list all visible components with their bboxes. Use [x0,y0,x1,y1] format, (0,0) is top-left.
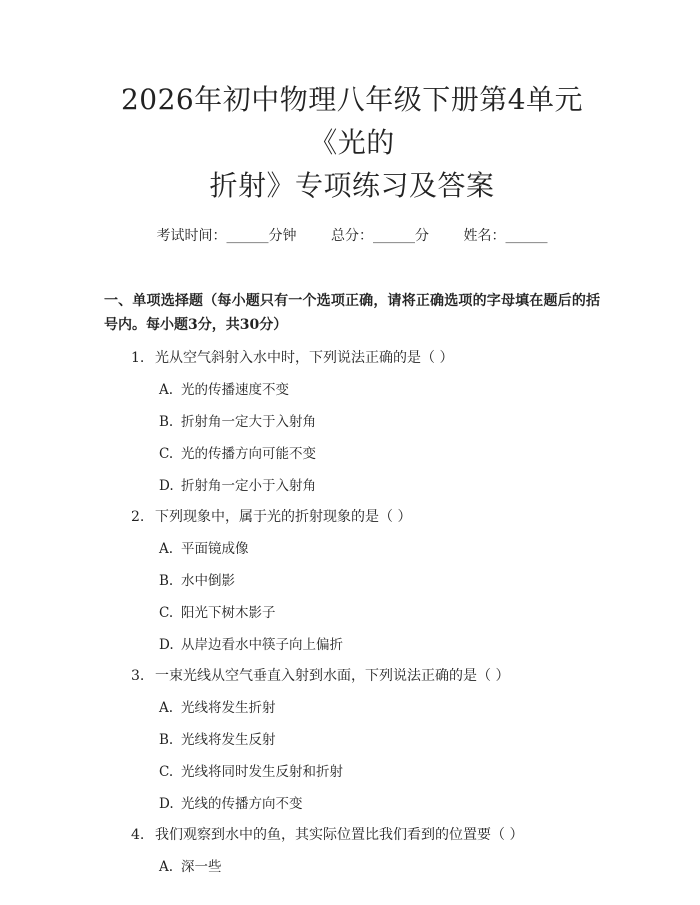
option-item [159,444,600,464]
option-text: 光的传播速度不变 [181,382,289,398]
question-number: 1. [131,350,145,366]
option-letter: A. [159,382,174,398]
option-item [159,539,600,559]
option-letter: A. [159,859,174,875]
option-item [159,730,600,750]
option-text: 光线将同时发生反射和折射 [181,764,343,780]
question-text: 我们观察到水中的鱼，其实际位置比我们看到的位置要（ ） [155,827,524,843]
option-letter: B. [159,573,174,589]
option-item [159,380,600,400]
option-letter: C. [159,446,174,462]
question-item [104,348,600,496]
option-text: 从岸边看水中筷子向上偏折 [181,637,343,653]
option-text: 光线将发生折射 [181,700,276,716]
option-item [159,762,600,782]
question-item [104,666,600,814]
question-item [104,825,600,877]
title-line-1: 2026年初中物理八年级下册第4单元《光的 [120,83,584,159]
option-letter: B. [159,414,174,430]
exam-total-score: 总分：______分 [331,228,429,244]
option-letter: A. [159,700,174,716]
option-letter: A. [159,541,174,557]
option-text: 折射角一定大于入射角 [181,414,316,430]
question-number: 3. [131,668,145,684]
option-text: 阳光下树木影子 [181,605,276,621]
question-number: 2. [131,509,145,525]
option-letter: D. [159,637,174,653]
option-item [159,412,600,432]
option-text: 光的传播方向可能不变 [181,446,316,462]
option-list [104,698,600,814]
section-heading: 一、单项选择题（每小题只有一个选项正确，请将正确选项的字母填在题后的括号内。每小题3分，共30分） [104,293,600,333]
question-stem [104,348,600,368]
question-stem [104,666,600,686]
option-text: 光线的传播方向不变 [181,796,303,812]
option-item [159,698,600,718]
option-text: 水中倒影 [181,573,235,589]
question-list [104,348,600,877]
title-line-2: 折射》专项练习及答案 [209,169,495,202]
option-item [159,476,600,496]
question-text: 一束光线从空气垂直入射到水面，下列说法正确的是（ ） [155,668,510,684]
student-name: 姓名：______ [463,228,548,244]
question-item [104,507,600,655]
option-text: 光线将发生反射 [181,732,276,748]
option-letter: D. [159,796,174,812]
option-text: 深一些 [181,859,222,875]
option-letter: D. [159,478,174,494]
option-item [159,571,600,591]
option-list [104,857,600,877]
option-item [159,794,600,814]
option-item [159,603,600,623]
option-list [104,539,600,655]
option-letter: C. [159,605,174,621]
question-stem [104,507,600,527]
question-text: 光从空气斜射入水中时，下列说法正确的是（ ） [155,350,454,366]
option-letter: B. [159,732,174,748]
option-text: 折射角一定小于入射角 [181,478,316,494]
question-stem [104,825,600,845]
option-letter: C. [159,764,174,780]
option-list [104,380,600,496]
option-text: 平面镜成像 [181,541,249,557]
exam-meta [104,225,600,245]
document-title [104,0,600,207]
option-item [159,857,600,877]
question-text: 下列现象中，属于光的折射现象的是（ ） [155,509,412,525]
option-item [159,635,600,655]
question-number: 4. [131,827,145,843]
exam-time: 考试时间：______分钟 [156,228,297,244]
